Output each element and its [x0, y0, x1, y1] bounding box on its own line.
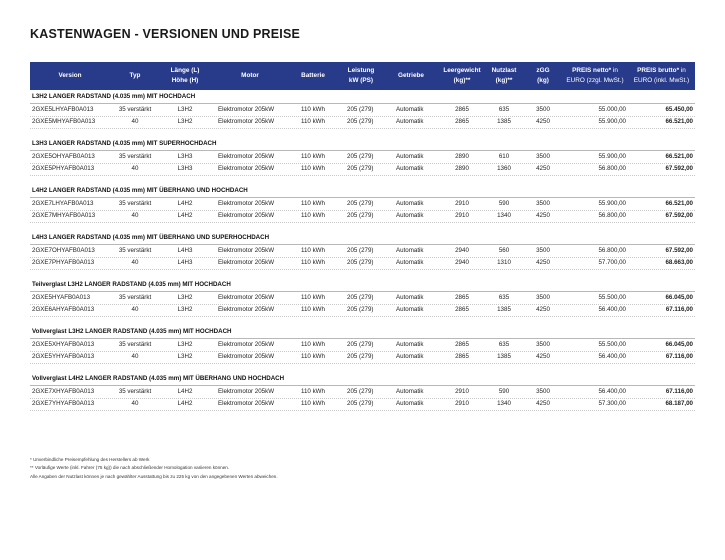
cell-nutzlast: 590 [498, 200, 510, 207]
cell-zgg: 3500 [536, 388, 550, 395]
cell-typ: 35 verstärkt [118, 200, 152, 207]
header-laenge-hoehe: Länge (L) Höhe (H) [170, 67, 200, 84]
cell-brutto: 65.450,00 [665, 106, 693, 113]
cell-lh: L4H3 [177, 259, 193, 266]
cell-version: 2GXE5HYAFB0A013 [32, 294, 91, 301]
cell-leergewicht: 2865 [455, 106, 469, 113]
table-row [30, 163, 695, 175]
cell-lh: L3H2 [177, 106, 193, 113]
cell-zgg: 3500 [536, 294, 550, 301]
cell-brutto: 68.663,00 [665, 259, 693, 266]
row-divider [30, 175, 695, 176]
table-row [30, 292, 695, 304]
table-row [30, 151, 695, 163]
cell-getriebe: Automatik [396, 388, 424, 395]
cell-lh: L3H2 [177, 294, 193, 301]
cell-batterie: 110 kWh [301, 353, 325, 360]
vehicle-group [30, 372, 695, 410]
cell-leistung: 205 (279) [347, 353, 374, 360]
cell-lh: L3H2 [177, 353, 193, 360]
cell-batterie: 110 kWh [301, 294, 325, 301]
cell-zgg: 4250 [536, 353, 550, 360]
cell-getriebe: Automatik [396, 353, 424, 360]
cell-motor: Elektromotor 205kW [218, 212, 275, 219]
cell-leistung: 205 (279) [347, 106, 374, 113]
row-divider [30, 222, 695, 223]
cell-netto: 56.400,00 [598, 306, 626, 313]
cell-lh: L4H2 [177, 212, 193, 219]
cell-brutto: 66.521,00 [665, 118, 693, 125]
cell-zgg: 3500 [536, 153, 550, 160]
table-body [30, 90, 695, 410]
cell-brutto: 67.592,00 [665, 165, 693, 172]
cell-typ: 35 verstärkt [118, 247, 152, 254]
cell-leergewicht: 2910 [455, 388, 469, 395]
cell-zgg: 4250 [536, 212, 550, 219]
cell-nutzlast: 1385 [497, 306, 511, 313]
price-table [30, 62, 695, 419]
group-title: L4H3 LANGER RADSTAND (4.035 mm) MIT ÜBERHANG UND SUPERHOCHDACH [30, 231, 695, 245]
cell-version: 2GXE7PHYAFB0A013 [32, 259, 95, 266]
vehicle-group [30, 278, 695, 316]
cell-getriebe: Automatik [396, 306, 424, 313]
cell-leergewicht: 2865 [455, 341, 469, 348]
group-title: Vollverglast L3H2 LANGER RADSTAND (4.035 mm) MIT HOCHDACH [30, 325, 695, 339]
table-row [30, 398, 695, 410]
row-divider [30, 269, 695, 270]
cell-lh: L4H2 [177, 388, 193, 395]
row-divider [30, 316, 695, 317]
cell-getriebe: Automatik [396, 106, 424, 113]
header-batterie: Batterie [301, 72, 325, 79]
cell-typ: 35 verstärkt [118, 106, 152, 113]
cell-leistung: 205 (279) [347, 247, 374, 254]
cell-brutto: 67.116,00 [665, 353, 693, 360]
cell-zgg: 3500 [536, 200, 550, 207]
cell-batterie: 110 kWh [301, 200, 325, 207]
header-motor: Motor [241, 72, 259, 79]
cell-nutzlast: 635 [498, 294, 510, 301]
cell-version: 2GXE6AHYAFB0A013 [32, 306, 95, 313]
cell-zgg: 4250 [536, 165, 550, 172]
cell-nutzlast: 1360 [497, 165, 511, 172]
cell-netto: 55.900,00 [598, 153, 626, 160]
group-title: L3H2 LANGER RADSTAND (4.035 mm) MIT HOCHDACH [30, 90, 695, 104]
cell-leergewicht: 2890 [455, 153, 469, 160]
cell-version: 2GXE7YHYAFB0A013 [32, 400, 95, 407]
cell-brutto: 67.592,00 [665, 212, 693, 219]
cell-netto: 55.900,00 [598, 118, 626, 125]
table-row [30, 116, 695, 128]
cell-typ: 40 [131, 400, 139, 407]
cell-leistung: 205 (279) [347, 341, 374, 348]
cell-leistung: 205 (279) [347, 153, 374, 160]
cell-netto: 57.300,00 [598, 400, 626, 407]
cell-nutzlast: 1310 [497, 259, 511, 266]
footnote: * Unverbindliche Preisempfehlung des Herstellers ab Werk [30, 457, 150, 462]
table-row [30, 339, 695, 351]
cell-brutto: 68.187,00 [665, 400, 693, 407]
cell-typ: 40 [131, 306, 139, 313]
cell-getriebe: Automatik [396, 294, 424, 301]
cell-zgg: 4250 [536, 118, 550, 125]
cell-zgg: 4250 [536, 259, 550, 266]
cell-getriebe: Automatik [396, 400, 424, 407]
cell-typ: 35 verstärkt [118, 341, 152, 348]
cell-motor: Elektromotor 205kW [218, 353, 275, 360]
footnote: Alle Angaben der Nutzlast können je nach gewählter Ausstattung bis zu 225 kg von den angegebenen Werten abweichen. [30, 473, 278, 479]
group-title: Vollverglast L4H2 LANGER RADSTAND (4.035 mm) MIT ÜBERHANG UND HOCHDACH [30, 372, 695, 386]
cell-leistung: 205 (279) [347, 294, 374, 301]
footnote: ** Vorläufige Werte (inkl. Fahrer (75 kg)) die nach abschließender Homologation variieren können. [30, 465, 230, 471]
cell-brutto: 66.045,00 [665, 341, 693, 348]
vehicle-group [30, 137, 695, 175]
cell-netto: 56.800,00 [598, 247, 626, 254]
cell-motor: Elektromotor 205kW [218, 247, 275, 254]
cell-motor: Elektromotor 205kW [218, 153, 275, 160]
table-row [30, 104, 695, 116]
cell-leergewicht: 2910 [455, 200, 469, 207]
cell-zgg: 4250 [536, 400, 550, 407]
cell-lh: L3H2 [177, 118, 193, 125]
cell-typ: 40 [131, 259, 139, 266]
cell-nutzlast: 1340 [497, 400, 511, 407]
cell-batterie: 110 kWh [301, 106, 325, 113]
cell-batterie: 110 kWh [301, 341, 325, 348]
cell-getriebe: Automatik [396, 118, 424, 125]
cell-brutto: 67.592,00 [665, 247, 693, 254]
cell-getriebe: Automatik [396, 165, 424, 172]
header-nutzlast: Nutzlast (kg)** [491, 67, 517, 84]
cell-netto: 56.400,00 [598, 388, 626, 395]
cell-zgg: 3500 [536, 247, 550, 254]
cell-version: 2GXE7MHYAFB0A013 [32, 212, 96, 219]
vehicle-group [30, 325, 695, 363]
cell-typ: 35 verstärkt [118, 153, 152, 160]
table-header [30, 62, 695, 90]
cell-version: 2GXE5OHYAFB0A013 [32, 153, 95, 160]
cell-getriebe: Automatik [396, 247, 424, 254]
cell-netto: 56.800,00 [598, 165, 626, 172]
cell-typ: 40 [131, 165, 139, 172]
cell-nutzlast: 590 [498, 388, 510, 395]
table-row [30, 198, 695, 210]
cell-typ: 40 [131, 353, 139, 360]
cell-leergewicht: 2940 [455, 247, 469, 254]
cell-leergewicht: 2865 [455, 306, 469, 313]
cell-motor: Elektromotor 205kW [218, 306, 275, 313]
cell-leistung: 205 (279) [347, 118, 374, 125]
header-version: Version [58, 72, 82, 79]
cell-leistung: 205 (279) [347, 212, 374, 219]
cell-batterie: 110 kWh [301, 306, 325, 313]
row-divider [30, 410, 695, 411]
cell-netto: 56.400,00 [598, 353, 626, 360]
cell-zgg: 3500 [536, 106, 550, 113]
header-preis-brutto: PREIS brutto* in EURO (inkl. MwSt.) [633, 67, 690, 84]
cell-brutto: 67.116,00 [665, 388, 693, 395]
group-title: L3H3 LANGER RADSTAND (4.035 mm) MIT SUPERHOCHDACH [30, 137, 695, 151]
header-zgg: zGG (kg) [536, 67, 550, 84]
cell-batterie: 110 kWh [301, 388, 325, 395]
table-row [30, 351, 695, 363]
cell-leergewicht: 2940 [455, 259, 469, 266]
page-title: KASTENWAGEN - VERSIONEN UND PREISE [30, 27, 301, 41]
cell-batterie: 110 kWh [301, 400, 325, 407]
cell-leergewicht: 2865 [455, 294, 469, 301]
cell-netto: 55.000,00 [598, 106, 626, 113]
cell-getriebe: Automatik [396, 212, 424, 219]
cell-typ: 40 [131, 212, 139, 219]
cell-motor: Elektromotor 205kW [218, 294, 275, 301]
cell-version: 2GXE5LHYAFB0A013 [32, 106, 94, 113]
cell-nutzlast: 560 [498, 247, 510, 254]
cell-leistung: 205 (279) [347, 165, 374, 172]
cell-netto: 55.500,00 [598, 294, 626, 301]
cell-netto: 56.800,00 [598, 212, 626, 219]
header-getriebe: Getriebe [398, 72, 424, 79]
cell-motor: Elektromotor 205kW [218, 259, 275, 266]
cell-lh: L3H2 [177, 306, 193, 313]
cell-leistung: 205 (279) [347, 388, 374, 395]
cell-version: 2GXE5XHYAFB0A013 [32, 341, 95, 348]
table-row [30, 245, 695, 257]
cell-version: 2GXE7LHYAFB0A013 [32, 200, 94, 207]
cell-typ: 35 verstärkt [118, 294, 152, 301]
cell-brutto: 67.116,00 [665, 306, 693, 313]
cell-leergewicht: 2910 [455, 212, 469, 219]
cell-brutto: 66.521,00 [665, 153, 693, 160]
cell-leistung: 205 (279) [347, 400, 374, 407]
cell-batterie: 110 kWh [301, 118, 325, 125]
cell-nutzlast: 1385 [497, 118, 511, 125]
cell-lh: L4H3 [177, 247, 193, 254]
cell-brutto: 66.045,00 [665, 294, 693, 301]
cell-leergewicht: 2890 [455, 165, 469, 172]
cell-motor: Elektromotor 205kW [218, 118, 275, 125]
cell-leergewicht: 2865 [455, 118, 469, 125]
cell-motor: Elektromotor 205kW [218, 400, 275, 407]
header-leistung: Leistung kW (PS) [347, 67, 375, 84]
vehicle-group [30, 231, 695, 269]
cell-leistung: 205 (279) [347, 306, 374, 313]
footnotes [30, 456, 278, 481]
cell-getriebe: Automatik [396, 259, 424, 266]
cell-nutzlast: 635 [498, 341, 510, 348]
cell-netto: 55.500,00 [598, 341, 626, 348]
cell-motor: Elektromotor 205kW [218, 200, 275, 207]
header-leergewicht: Leergewicht (kg)** [443, 67, 481, 84]
cell-lh: L4H2 [177, 400, 193, 407]
cell-leergewicht: 2910 [455, 400, 469, 407]
cell-nutzlast: 1385 [497, 353, 511, 360]
cell-batterie: 110 kWh [301, 212, 325, 219]
group-title: L4H2 LANGER RADSTAND (4.035 mm) MIT ÜBERHANG UND HOCHDACH [30, 184, 695, 198]
cell-getriebe: Automatik [396, 200, 424, 207]
cell-typ: 40 [131, 118, 139, 125]
cell-leergewicht: 2865 [455, 353, 469, 360]
cell-getriebe: Automatik [396, 341, 424, 348]
table-row [30, 210, 695, 222]
cell-getriebe: Automatik [396, 153, 424, 160]
header-typ: Typ [129, 72, 141, 79]
cell-typ: 35 verstärkt [118, 388, 152, 395]
table-row [30, 386, 695, 398]
cell-zgg: 3500 [536, 341, 550, 348]
cell-batterie: 110 kWh [301, 247, 325, 254]
table-row [30, 257, 695, 269]
cell-netto: 55.900,00 [598, 200, 626, 207]
cell-lh: L3H3 [177, 165, 193, 172]
cell-motor: Elektromotor 205kW [218, 106, 275, 113]
cell-version: 2GXE5PHYAFB0A013 [32, 165, 95, 172]
cell-lh: L3H2 [177, 341, 193, 348]
cell-brutto: 66.521,00 [665, 200, 693, 207]
cell-batterie: 110 kWh [301, 259, 325, 266]
vehicle-group [30, 90, 695, 128]
cell-lh: L3H3 [177, 153, 193, 160]
vehicle-group [30, 184, 695, 222]
row-divider [30, 128, 695, 129]
cell-batterie: 110 kWh [301, 153, 325, 160]
row-divider [30, 363, 695, 364]
cell-leistung: 205 (279) [347, 200, 374, 207]
cell-lh: L4H2 [177, 200, 193, 207]
header-preis-netto: PREIS netto* in EURO (zzgl. MwSt.) [566, 67, 624, 84]
cell-version: 2GXE7OHYAFB0A013 [32, 247, 95, 254]
cell-version: 2GXE5YHYAFB0A013 [32, 353, 95, 360]
cell-batterie: 110 kWh [301, 165, 325, 172]
cell-version: 2GXE7XHYAFB0A013 [32, 388, 95, 395]
cell-motor: Elektromotor 205kW [218, 341, 275, 348]
cell-leistung: 205 (279) [347, 259, 374, 266]
cell-netto: 57.700,00 [598, 259, 626, 266]
cell-nutzlast: 610 [498, 153, 510, 160]
cell-motor: Elektromotor 205kW [218, 165, 275, 172]
cell-version: 2GXE5MHYAFB0A013 [32, 118, 96, 125]
table-row [30, 304, 695, 316]
cell-zgg: 4250 [536, 306, 550, 313]
cell-nutzlast: 635 [498, 106, 510, 113]
group-title: Teilverglast L3H2 LANGER RADSTAND (4.035 mm) MIT HOCHDACH [30, 278, 695, 292]
cell-nutzlast: 1340 [497, 212, 511, 219]
cell-motor: Elektromotor 205kW [218, 388, 275, 395]
